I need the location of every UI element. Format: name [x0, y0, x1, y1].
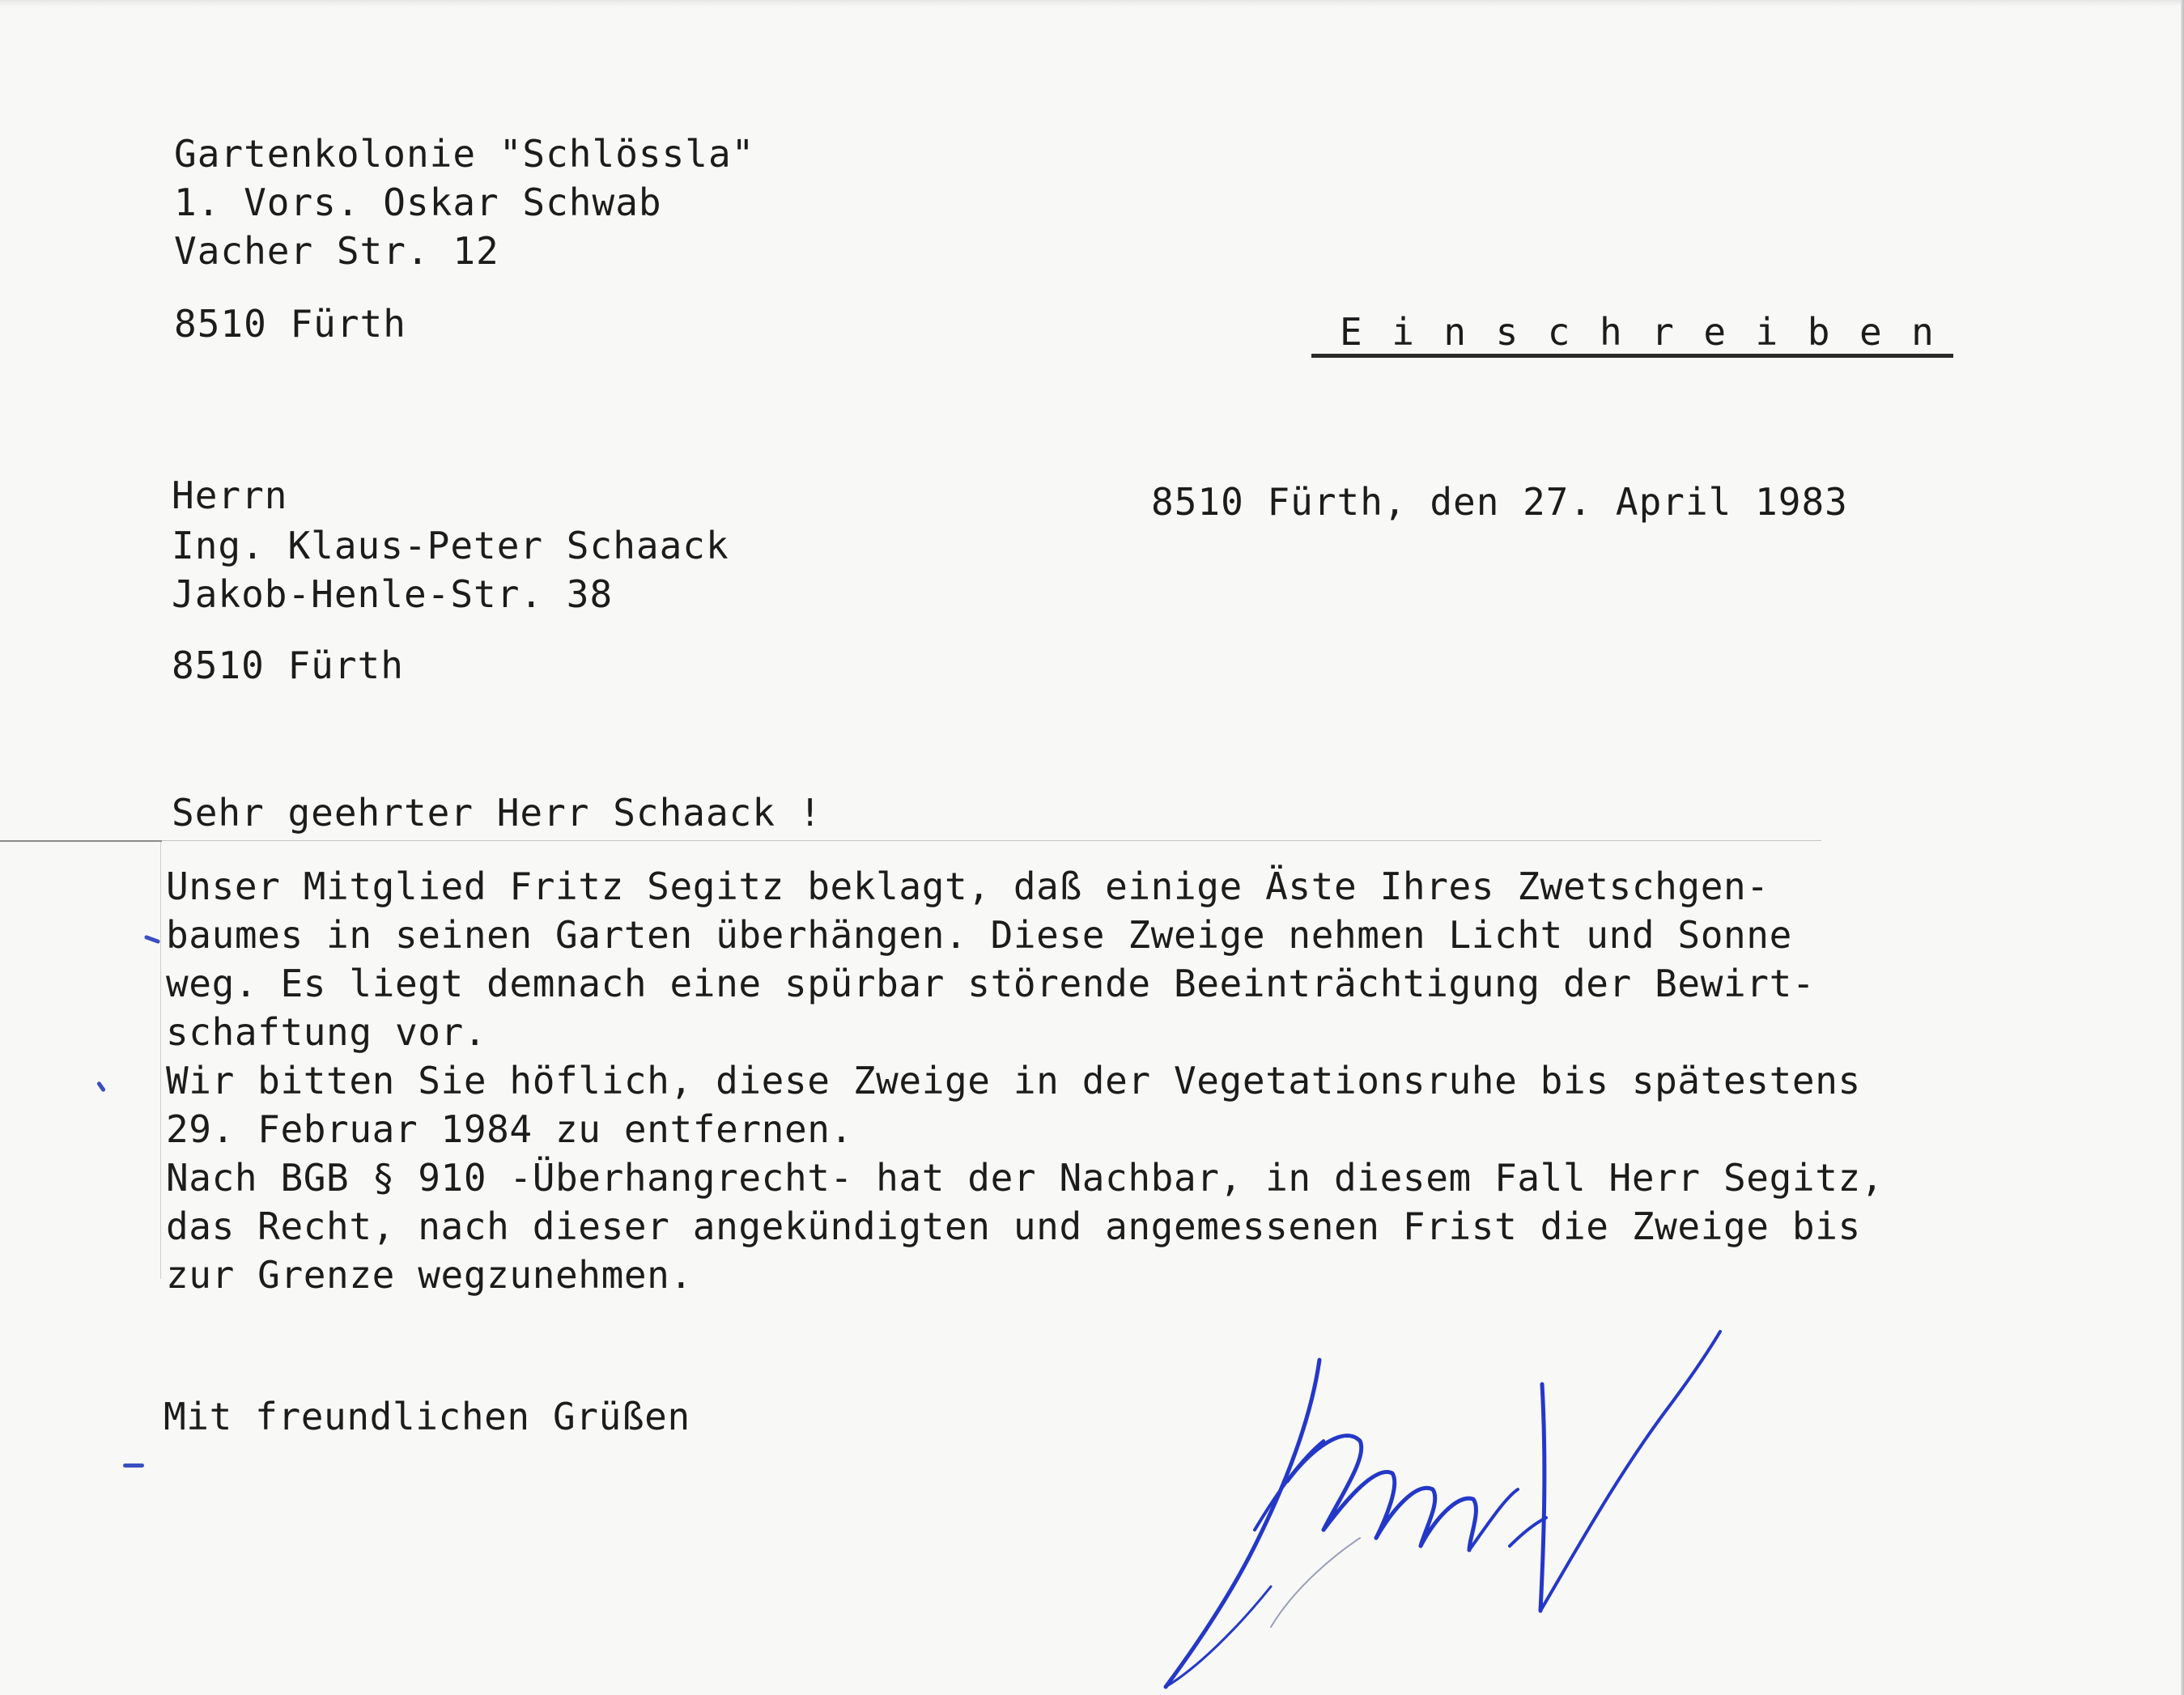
margin-mark [144, 935, 161, 945]
body-line: 29. Februar 1984 zu entfernen. [166, 1107, 853, 1151]
registered-mail-underline [1311, 354, 1953, 358]
scan-top-edge [0, 0, 2184, 6]
body-line: Nach BGB § 910 -Überhangrecht- hat der Nachbar, in diesem Fall Herr Segitz, [166, 1156, 1884, 1200]
body-line: Unser Mitglied Fritz Segitz beklagt, daß einige Äste Ihres Zwetschgen- [166, 864, 1770, 908]
margin-mark [123, 1463, 144, 1468]
body-line: weg. Es liegt demnach eine spürbar störende Beeinträchtigung der Bewirt- [166, 962, 1816, 1005]
sender-street: Vacher Str. 12 [174, 229, 499, 273]
body-line: zur Grenze wegzunehmen. [166, 1253, 693, 1297]
scan-paste-edge [0, 840, 162, 842]
body-line: schaftung vor. [166, 1010, 487, 1054]
place-and-date: 8510 Fürth, den 27. April 1983 [1151, 480, 1848, 524]
body-line: Wir bitten Sie höflich, diese Zweige in der Vegetationsruhe bis spätestens [166, 1059, 1861, 1102]
scan-paste-edge-vertical [160, 842, 161, 1279]
recipient-name: Ing. Klaus-Peter Schaack [172, 524, 729, 567]
margin-mark [96, 1081, 106, 1092]
handwritten-signature [1149, 1287, 1732, 1695]
sender-city: 8510 Fürth [174, 302, 406, 346]
registered-mail-label: Einschreiben [1340, 310, 1964, 354]
recipient-city: 8510 Fürth [172, 644, 404, 687]
sender-chairman: 1. Vors. Oskar Schwab [174, 181, 662, 224]
closing: Mit freundlichen Grüßen [164, 1395, 690, 1438]
scan-paste-edge-top [162, 840, 1821, 841]
sender-organization: Gartenkolonie "Schlössla" [174, 132, 755, 176]
recipient-salutation: Herrn [172, 474, 288, 517]
body-line: baumes in seinen Garten überhängen. Diese Zweige nehmen Licht und Sonne [166, 913, 1792, 957]
greeting: Sehr geehrter Herr Schaack ! [172, 791, 822, 835]
scan-right-edge [2181, 0, 2184, 1695]
body-line: das Recht, nach dieser angekündigten und angemessenen Frist die Zweige bis [166, 1204, 1861, 1248]
recipient-street: Jakob-Henle-Str. 38 [172, 572, 614, 616]
